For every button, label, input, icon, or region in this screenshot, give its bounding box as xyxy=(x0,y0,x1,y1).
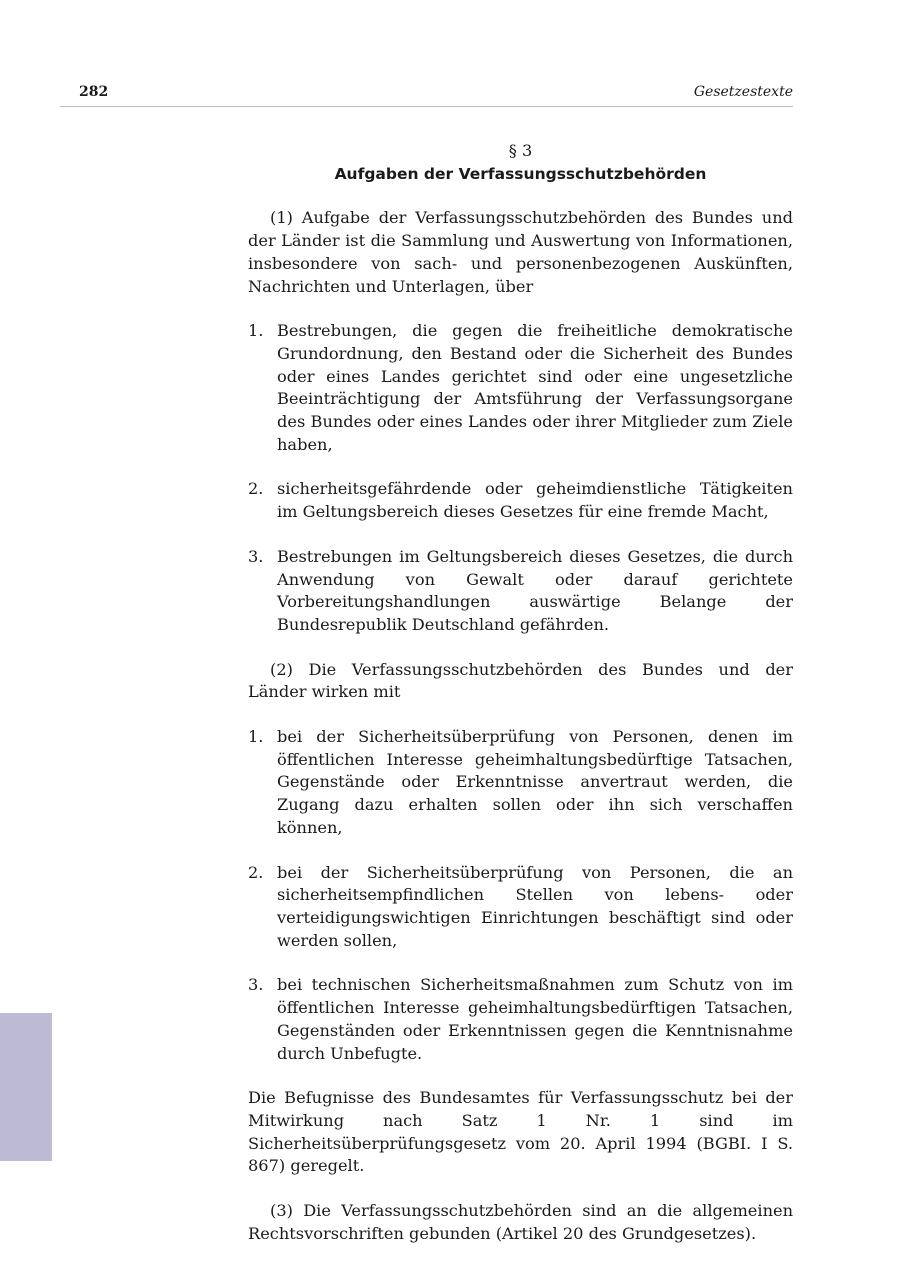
list-item-number: 3. xyxy=(248,975,264,995)
list-item xyxy=(248,974,793,1065)
list-item-number: 1. xyxy=(248,727,264,747)
thumb-index-tab xyxy=(0,1013,52,1161)
list-item xyxy=(248,320,793,456)
running-title: Gesetzestexte xyxy=(693,84,793,100)
list-item xyxy=(248,726,793,840)
list-item xyxy=(248,478,793,523)
list-item xyxy=(248,862,793,953)
list-item-text: Bestrebungen, die gegen die freiheitliche demokratische Grundordnung, den Bestand oder die Sicherheit des Bundes oder eines Landes gerichtet sind oder eine ungesetzliche Beeinträchtigung der Amtsführung der Verfassungsorgane des Bundes oder eines Landes oder ihrer Mitglieder zum Ziele haben, xyxy=(277,321,793,454)
paragraph-1-list xyxy=(248,320,793,636)
list-item-number: 3. xyxy=(248,546,264,566)
section-number: § 3 xyxy=(508,141,533,160)
list-item-number: 2. xyxy=(248,862,264,882)
paragraph-1-intro: (1) Aufgabe der Verfassungsschutzbehörden des Bundes und der Länder ist die Sammlung und Auswertung von Informationen, insbesondere von sach- und personenbezogenen Auskünften, Nachrichten und Unterlagen, über xyxy=(248,208,793,296)
paragraph-2-list xyxy=(248,726,793,1065)
list-item-text: bei technischen Sicherheitsmaßnahmen zum Schutz von im öffentlichen Interesse geheimhaltungsbedürftigen Tatsachen, Gegenständen oder Erkenntnissen gegen die Kenntnisnahme durch Unbefugte. xyxy=(277,975,793,1063)
paragraph-3: (3) Die Verfassungsschutzbehörden sind an die allgemeinen Rechtsvorschriften gebunden (Artikel 20 des Grundgesetzes). xyxy=(248,1201,793,1243)
page-number: 282 xyxy=(79,84,109,100)
list-item xyxy=(248,546,793,637)
paragraph-2-closing: Die Befugnisse des Bundesamtes für Verfassungsschutz bei der Mitwirkung nach Satz 1 Nr. 1 sind im Sicherheitsüberprüfungsgesetz vom 20. April 1994 (BGBI. I S. 867) geregelt. xyxy=(248,1088,793,1176)
list-item-text: bei der Sicherheitsüberprüfung von Personen, denen im öffentlichen Interesse geheimhaltungsbedürftige Tatsachen, Gegenstände oder Erkenntnisse anvertraut werden, die Zugang dazu erhalten sollen oder ihn sich verschaffen können, xyxy=(277,727,793,837)
list-item-text: bei der Sicherheitsüberprüfung von Personen, die an sicherheitsempfindlichen Stellen von lebens- oder verteidigungswichtigen Einrichtungen beschäftigt sind oder werden sollen, xyxy=(277,862,793,950)
list-item-number: 1. xyxy=(248,321,264,341)
paragraph-2-intro: (2) Die Verfassungsschutzbehörden des Bundes und der Länder wirken mit xyxy=(248,659,793,702)
header-divider xyxy=(60,106,793,107)
list-item-text: sicherheitsgefährdende oder geheimdienstliche Tätigkeiten im Geltungsbereich dieses Gesetzes für eine fremde Macht, xyxy=(277,479,793,522)
law-text xyxy=(248,140,793,1245)
list-item-number: 2. xyxy=(248,479,264,499)
section-title: Aufgaben der Verfassungsschutzbehörden xyxy=(334,164,707,183)
list-item-text: Bestrebungen im Geltungsbereich dieses Gesetzes, die durch Anwendung von Gewalt oder darauf gerichtete Vorbereitungshandlungen auswärtige Belange der Bundesrepublik Deutschland gefährden. xyxy=(277,546,793,634)
